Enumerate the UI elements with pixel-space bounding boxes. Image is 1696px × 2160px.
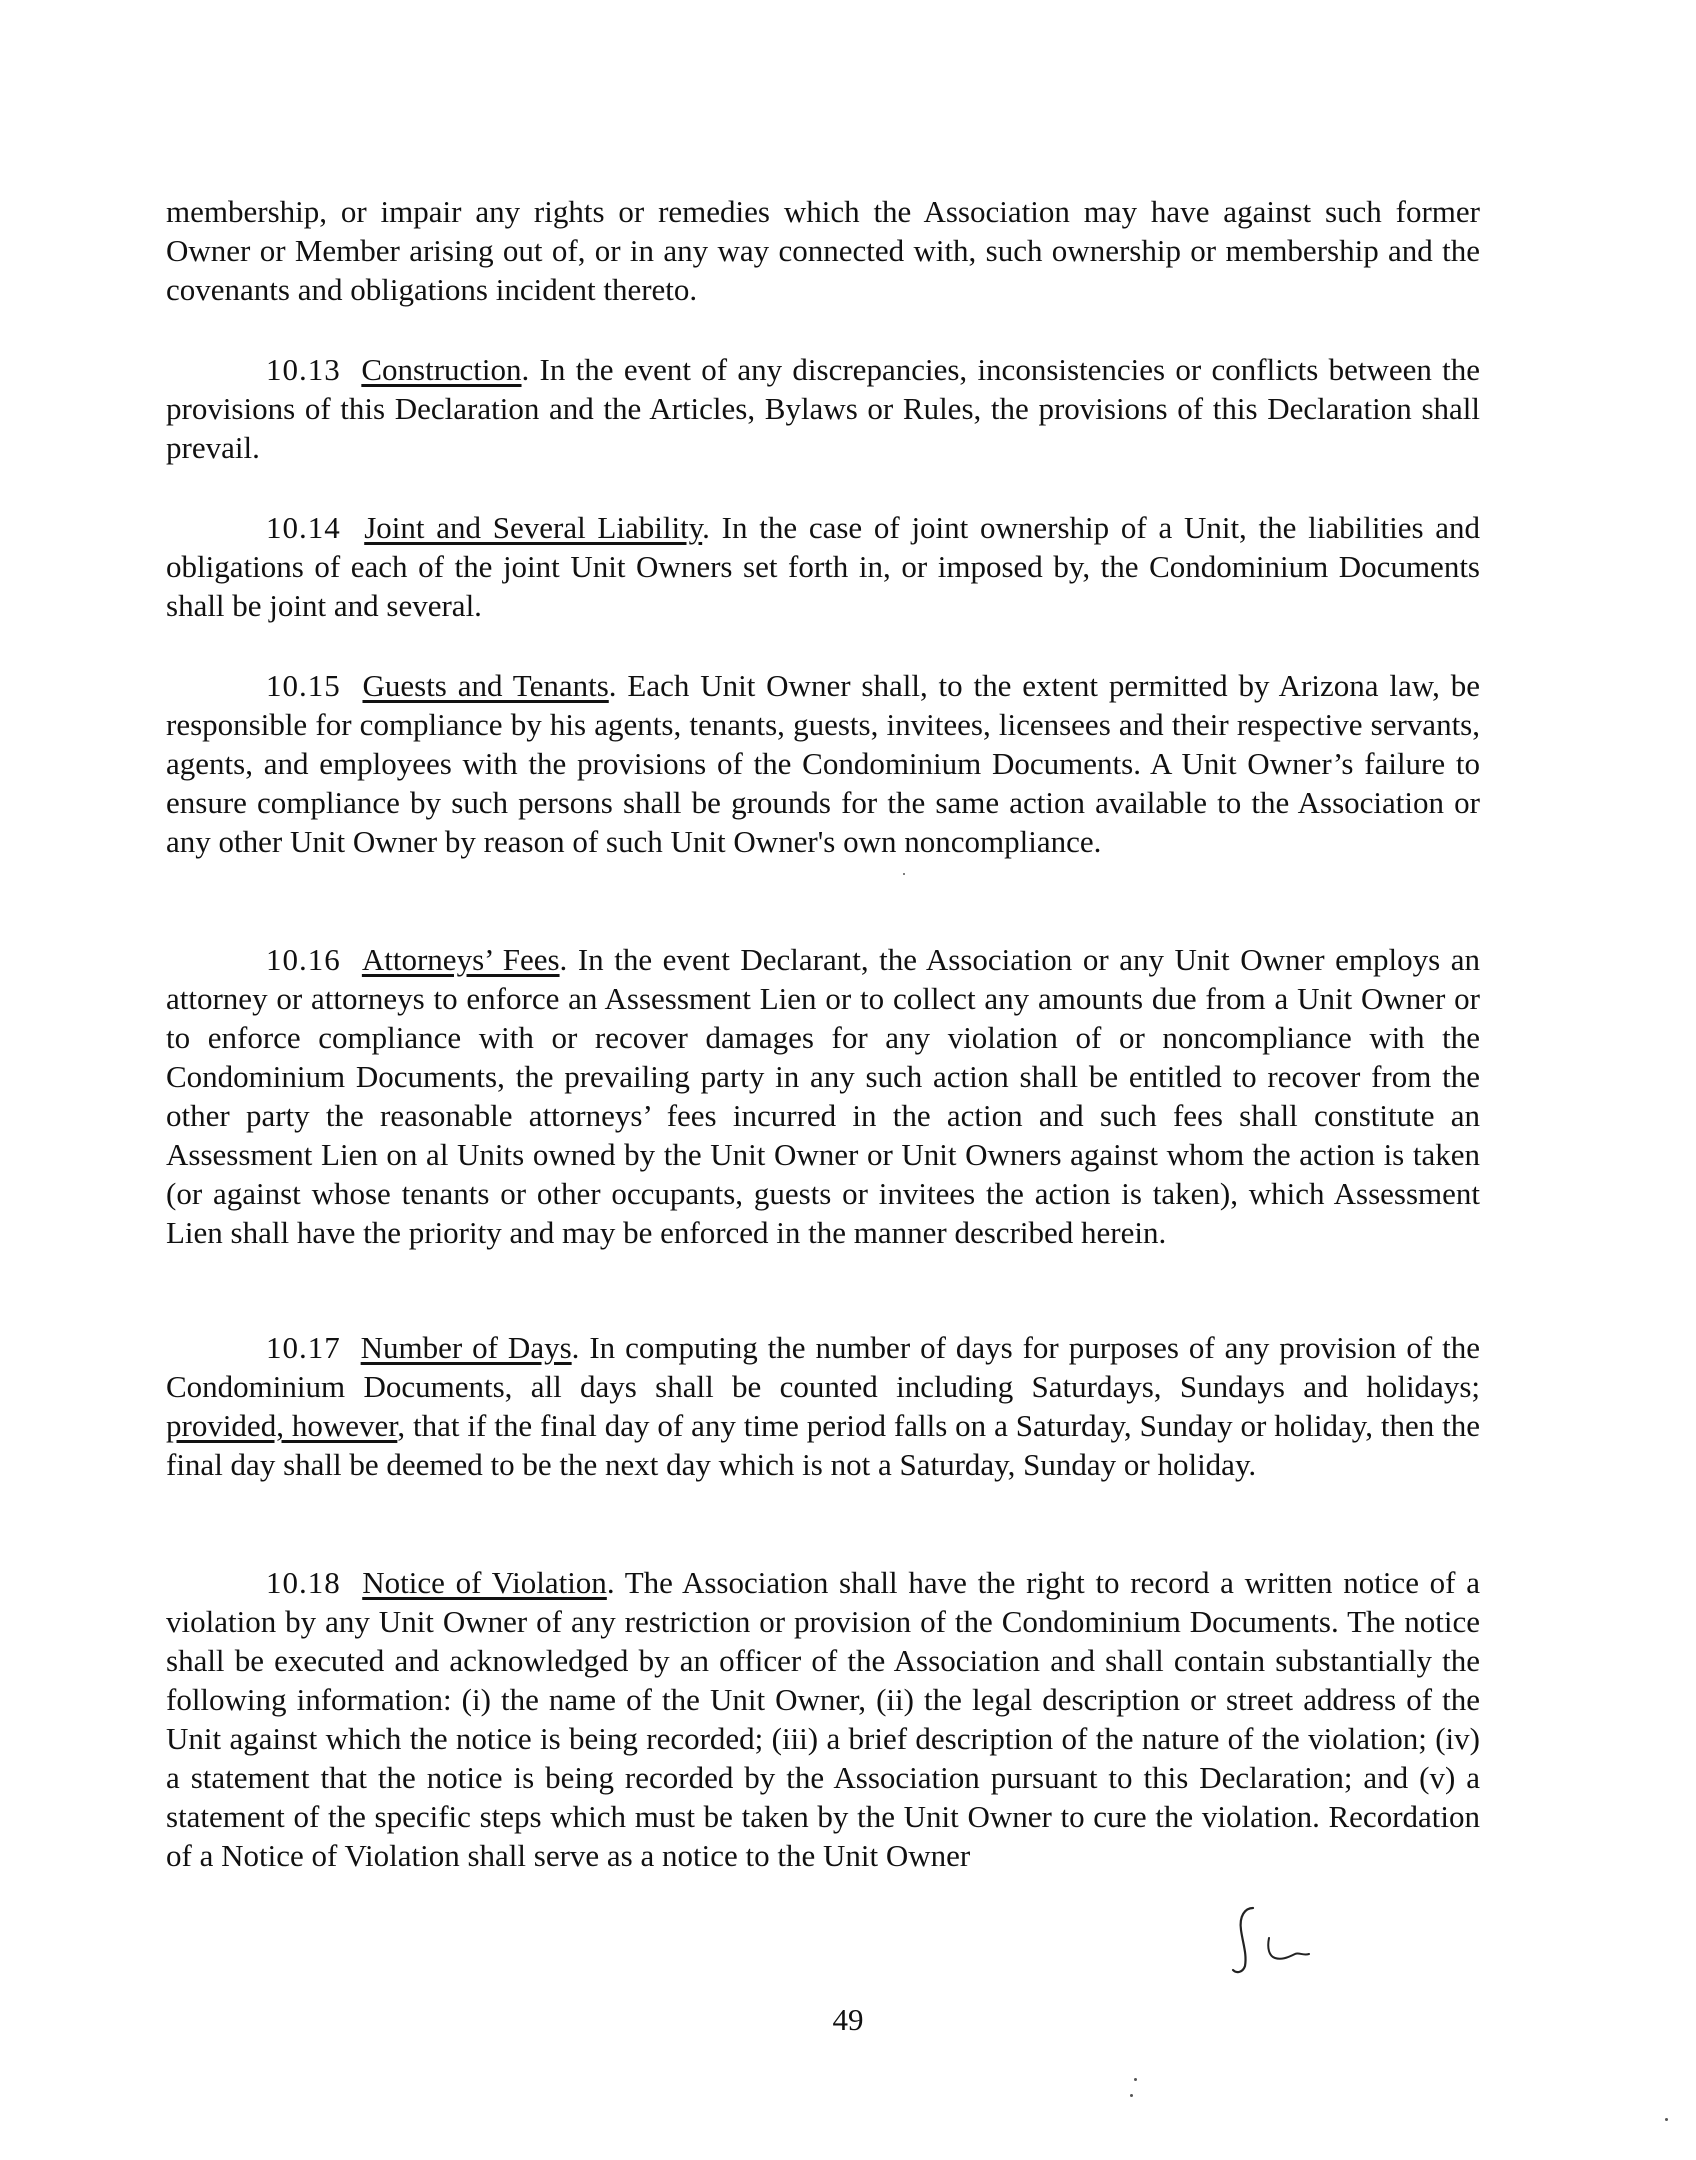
section-title: Construction (361, 352, 522, 387)
section-body: . In the event Declarant, the Association or any Unit Owner employs an attorney or attorneys to enforce an Assessment Lien or to collect any amounts due from a Unit Owner or to enforce compliance with or recover damages for any violation of or noncompliance with the Condominium Documents, the prevailing party in any such action shall be entitled to recover from the other party the reasonable attorneys’ fees incurred in the action and such fees shall constitute an Assessment Lien on al Units owned by the Unit Owner or Unit Owners against whom the action is taken (or against whose tenants or other occupants, guests or invitees the action is taken), which Assessment Lien shall have the priority and may be enforced in the manner described herein. (166, 942, 1480, 1250)
section-title: Notice of Violation (362, 1565, 607, 1600)
section-title: Number of Days (360, 1330, 572, 1365)
continuation-paragraph (166, 192, 1480, 309)
section-10-18 (166, 1563, 1480, 1875)
section-body: . In the event of any discrepancies, inconsistencies or conflicts between the provisions of this Declaration and the Articles, Bylaws or Rules, the provisions of this Declaration shall prevail. (166, 352, 1481, 465)
section-number: 10.13 (266, 352, 341, 387)
section-10-17 (166, 1328, 1480, 1484)
handwritten-initials (1225, 1900, 1325, 1980)
section-10-13 (166, 350, 1480, 467)
section-number: 10.17 (266, 1330, 341, 1365)
section-body: . In the case of joint ownership of a Unit, the liabilities and obligations of each of the joint Unit Owners set forth in, or imposed by, the Condominium Documents shall be joint and several. (166, 510, 1481, 623)
scan-speck (903, 873, 905, 875)
provided-however-text: provided, however (166, 1408, 398, 1443)
section-number: 10.14 (266, 510, 341, 545)
section-number: 10.18 (266, 1565, 341, 1600)
section-body-continued: , that if the final day of any time period falls on a Saturday, Sunday or holiday, then the final day shall be deemed to be the next day which is not a Saturday, Sunday or holiday. (166, 1408, 1480, 1482)
section-number: 10.15 (266, 668, 341, 703)
section-body: . In computing the number of days for purposes of any provision of the Condominium Documents, all days shall be counted including Saturdays, Sundays and holidays; (166, 1330, 1480, 1404)
scan-speck (1665, 2118, 1668, 2121)
scan-speck (1130, 2094, 1133, 2097)
section-body: . Each Unit Owner shall, to the extent permitted by Arizona law, be responsible for compliance by his agents, tenants, guests, invitees, licensees and their respective servants, agents, and employees with the provisions of the Condominium Documents. A Unit Owner’s failure to ensure compliance by such persons shall be grounds for the same action available to the Association or any other Unit Owner by reason of such Unit Owner's own noncompliance. (166, 668, 1480, 859)
continuation-text: membership, or impair any rights or remedies which the Association may have against such former Owner or Member arising out of, or in any way connected with, such ownership or membership and the covenants and obligations incident thereto. (166, 194, 1480, 307)
section-10-16 (166, 940, 1480, 1252)
section-10-14 (166, 508, 1480, 625)
section-title: Guests and Tenants (362, 668, 609, 703)
section-number: 10.16 (266, 942, 341, 977)
section-10-15 (166, 666, 1480, 861)
section-title: Attorneys’ Fees (361, 942, 560, 977)
scan-speck (1134, 2078, 1137, 2081)
section-body: . The Association shall have the right to record a written notice of a violation by any Unit Owner of any restriction or provision of the Condominium Documents. The notice shall be executed and acknowledged by an officer of the Association and shall contain substantially the following information: (i) the name of the Unit Owner, (ii) the legal description or street address of the Unit against which the notice is being recorded; (iii) a brief description of the nature of the violation; (iv) a statement that the notice is being recorded by the Association pursuant to this Declaration; and (v) a statement of the specific steps which must be taken by the Unit Owner to cure the violation. Recordation of a Notice of Violation shall serve as a notice to the Unit Owner (166, 1565, 1480, 1873)
section-title: Joint and Several Liability (364, 510, 703, 545)
page-number: 49 (832, 2002, 864, 2037)
